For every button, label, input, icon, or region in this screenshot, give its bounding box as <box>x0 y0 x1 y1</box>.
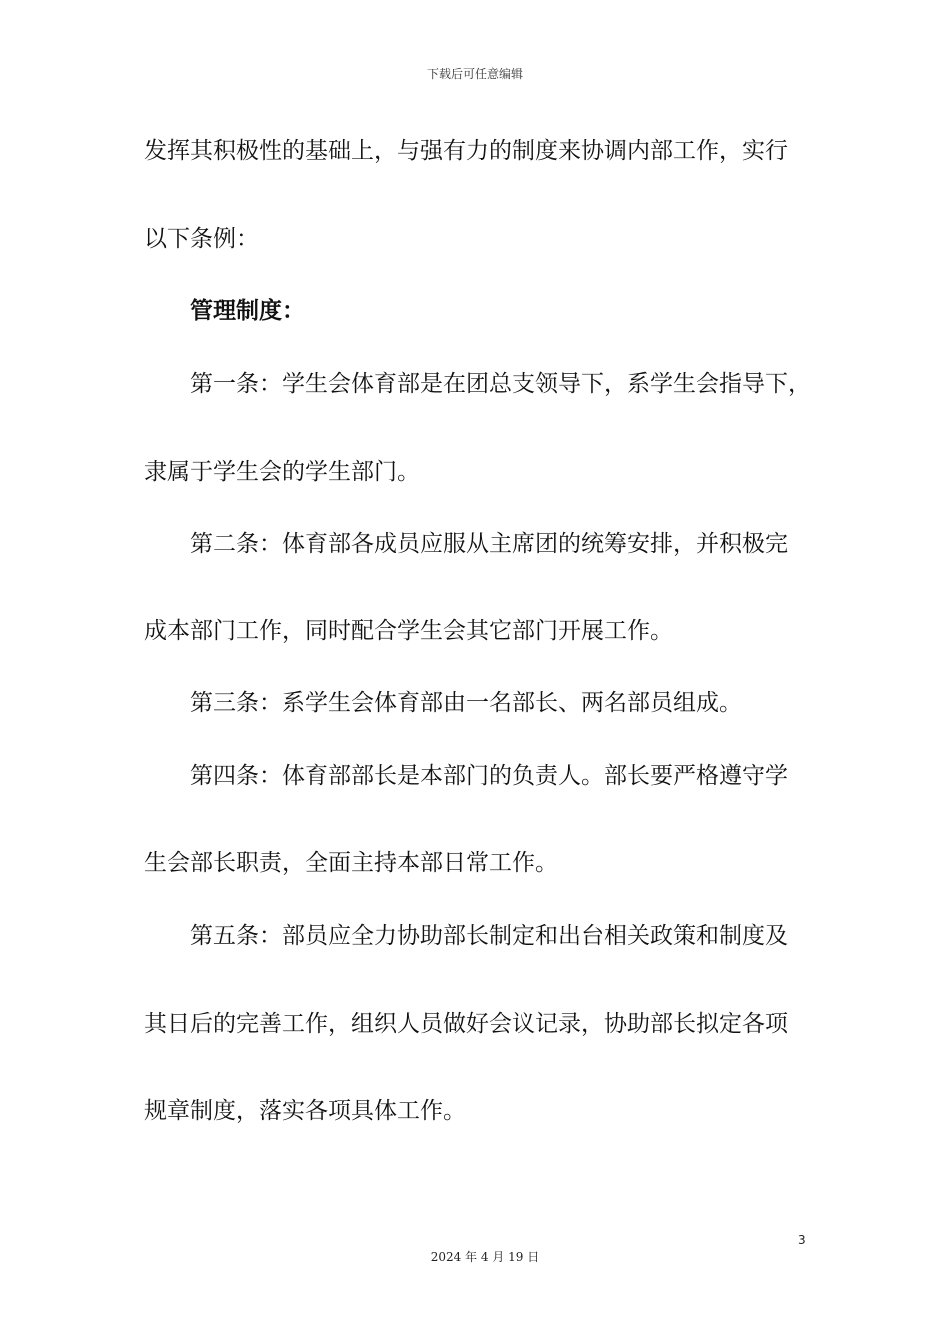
body-line: 以下条例： <box>144 226 259 252</box>
article-2-line: 成本部门工作，同时配合学生会其它部门开展工作。 <box>144 618 673 644</box>
page-header: 下载后可任意编辑 <box>426 67 523 81</box>
article-3-line: 第三条：系学生会体育部由一名部长、两名部员组成。 <box>190 690 742 716</box>
article-5-line: 第五条：部员应全力协助部长制定和出台相关政策和制度及 <box>190 923 788 949</box>
article-1-line: 隶属于学生会的学生部门。 <box>144 459 420 485</box>
article-5-line: 其日后的完善工作，组织人员做好会议记录，协助部长拟定各项 <box>144 1011 788 1037</box>
section-heading: 管理制度： <box>190 298 305 324</box>
body-line: 发挥其积极性的基础上，与强有力的制度来协调内部工作，实行 <box>144 138 788 164</box>
article-2-line: 第二条：体育部各成员应服从主席团的统筹安排，并积极完 <box>190 531 788 557</box>
article-4-line: 第四条：体育部部长是本部门的负责人。部长要严格遵守学 <box>190 763 788 789</box>
page-number: 3 <box>798 1233 806 1247</box>
article-1-line: 第一条：学生会体育部是在团总支领导下，系学生会指导下， <box>190 371 811 397</box>
article-4-line: 生会部长职责，全面主持本部日常工作。 <box>144 850 558 876</box>
article-5-line: 规章制度，落实各项具体工作。 <box>144 1098 466 1124</box>
footer-date: 2024 年 4 月 19 日 <box>430 1250 540 1264</box>
